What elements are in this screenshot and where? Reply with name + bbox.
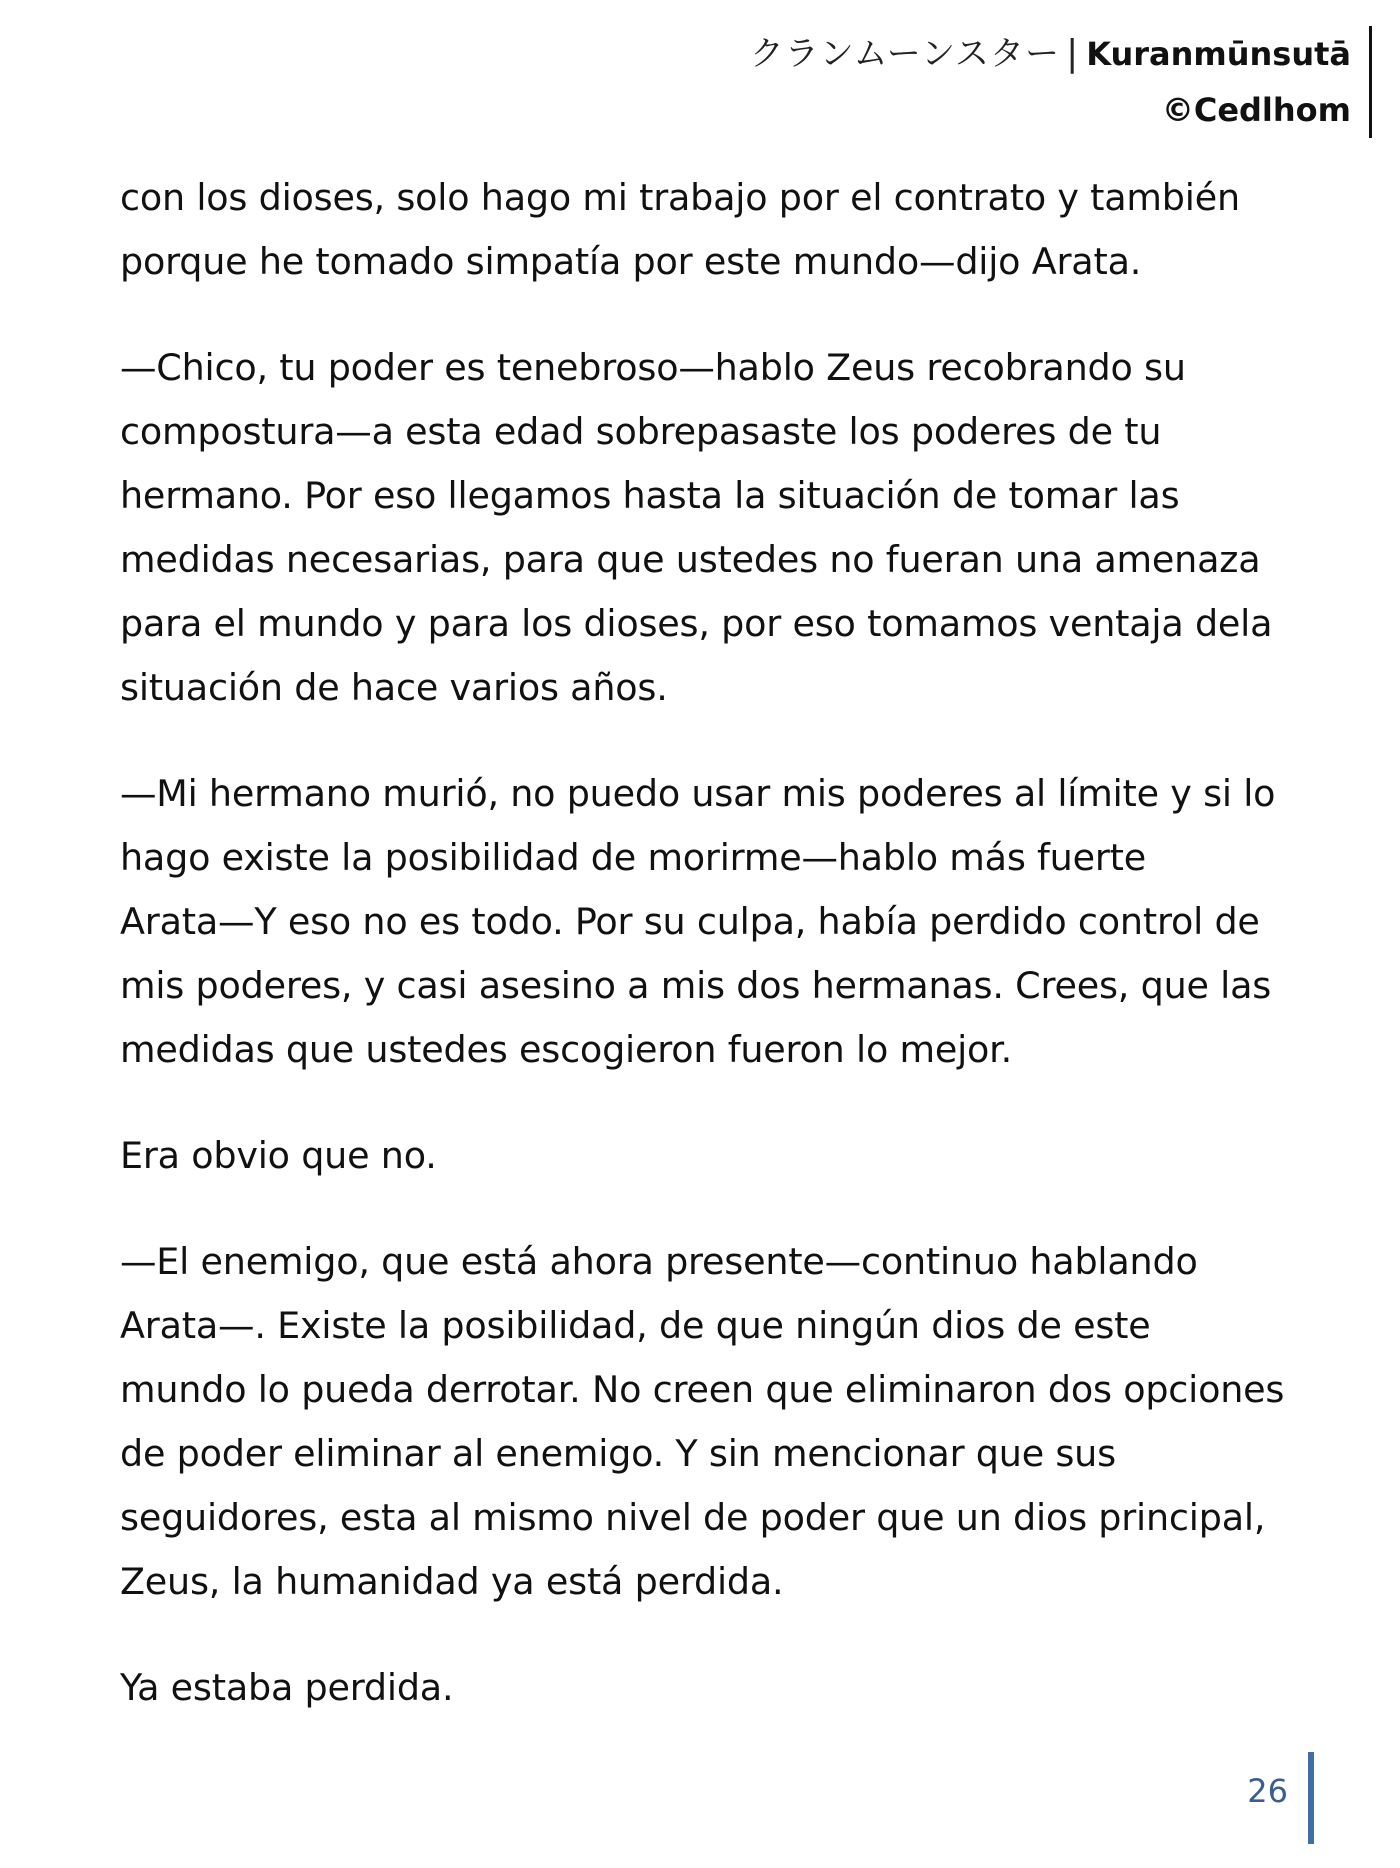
paragraph <box>120 762 1300 1082</box>
paragraph <box>120 166 1300 294</box>
page-body <box>120 166 1300 1762</box>
paragraph <box>120 1230 1300 1614</box>
text-line: de poder eliminar al enemigo. Y sin mencionar que sus <box>120 1432 1116 1475</box>
text-line: hermano. Por eso llegamos hasta la situación de tomar las <box>120 474 1180 517</box>
text-line: porque he tomado simpatía por este mundo—dijo Arata. <box>120 240 1142 283</box>
text-line: medidas necesarias, para que ustedes no fueran una amenaza <box>120 538 1261 581</box>
text-line: Zeus, la humanidad ya está perdida. <box>120 1560 784 1603</box>
text-line: seguidores, esta al mismo nivel de poder que un dios principal, <box>120 1496 1266 1539</box>
page-number-rule <box>1308 1752 1314 1844</box>
text-line: Arata—. Existe la posibilidad, de que ningún dios de este <box>120 1304 1151 1347</box>
page-footer <box>1247 1752 1314 1844</box>
header-romanized-title: Kuranmūnsutā <box>1086 35 1351 73</box>
text-line: situación de hace varios años. <box>120 666 668 709</box>
page-number: 26 <box>1247 1772 1288 1810</box>
text-line: mundo lo pueda derrotar. No creen que eliminaron dos opciones <box>120 1368 1285 1411</box>
text-line: medidas que ustedes escogieron fueron lo mejor. <box>120 1028 1013 1071</box>
text-line: mis poderes, y casi asesino a mis dos hermanas. Crees, que las <box>120 964 1272 1007</box>
header-copyright: ©Cedlhom <box>1161 91 1351 129</box>
text-line: —Mi hermano murió, no puedo usar mis poderes al límite y si lo <box>120 772 1276 815</box>
paragraph <box>120 336 1300 720</box>
text-line: Ya estaba perdida. <box>120 1666 454 1709</box>
text-line: —El enemigo, que está ahora presente—continuo hablando <box>120 1240 1198 1283</box>
header-separator: | <box>1066 33 1079 74</box>
text-line: compostura—a esta edad sobrepasaste los poderes de tu <box>120 410 1162 453</box>
text-line: hago existe la posibilidad de morirme—hablo más fuerte <box>120 836 1147 879</box>
text-line: con los dioses, solo hago mi trabajo por el contrato y también <box>120 176 1240 219</box>
text-line: —Chico, tu poder es tenebroso—hablo Zeus recobrando su <box>120 346 1186 389</box>
text-line: Era obvio que no. <box>120 1134 437 1177</box>
paragraph <box>120 1124 1300 1188</box>
page-header <box>750 26 1372 138</box>
text-line: para el mundo y para los dioses, por eso tomamos ventaja dela <box>120 602 1273 645</box>
text-line: Arata—Y eso no es todo. Por su culpa, había perdido control de <box>120 900 1260 943</box>
paragraph <box>120 1656 1300 1720</box>
header-title-line <box>750 26 1351 82</box>
header-japanese-title: クランムーンスター <box>749 34 1061 74</box>
